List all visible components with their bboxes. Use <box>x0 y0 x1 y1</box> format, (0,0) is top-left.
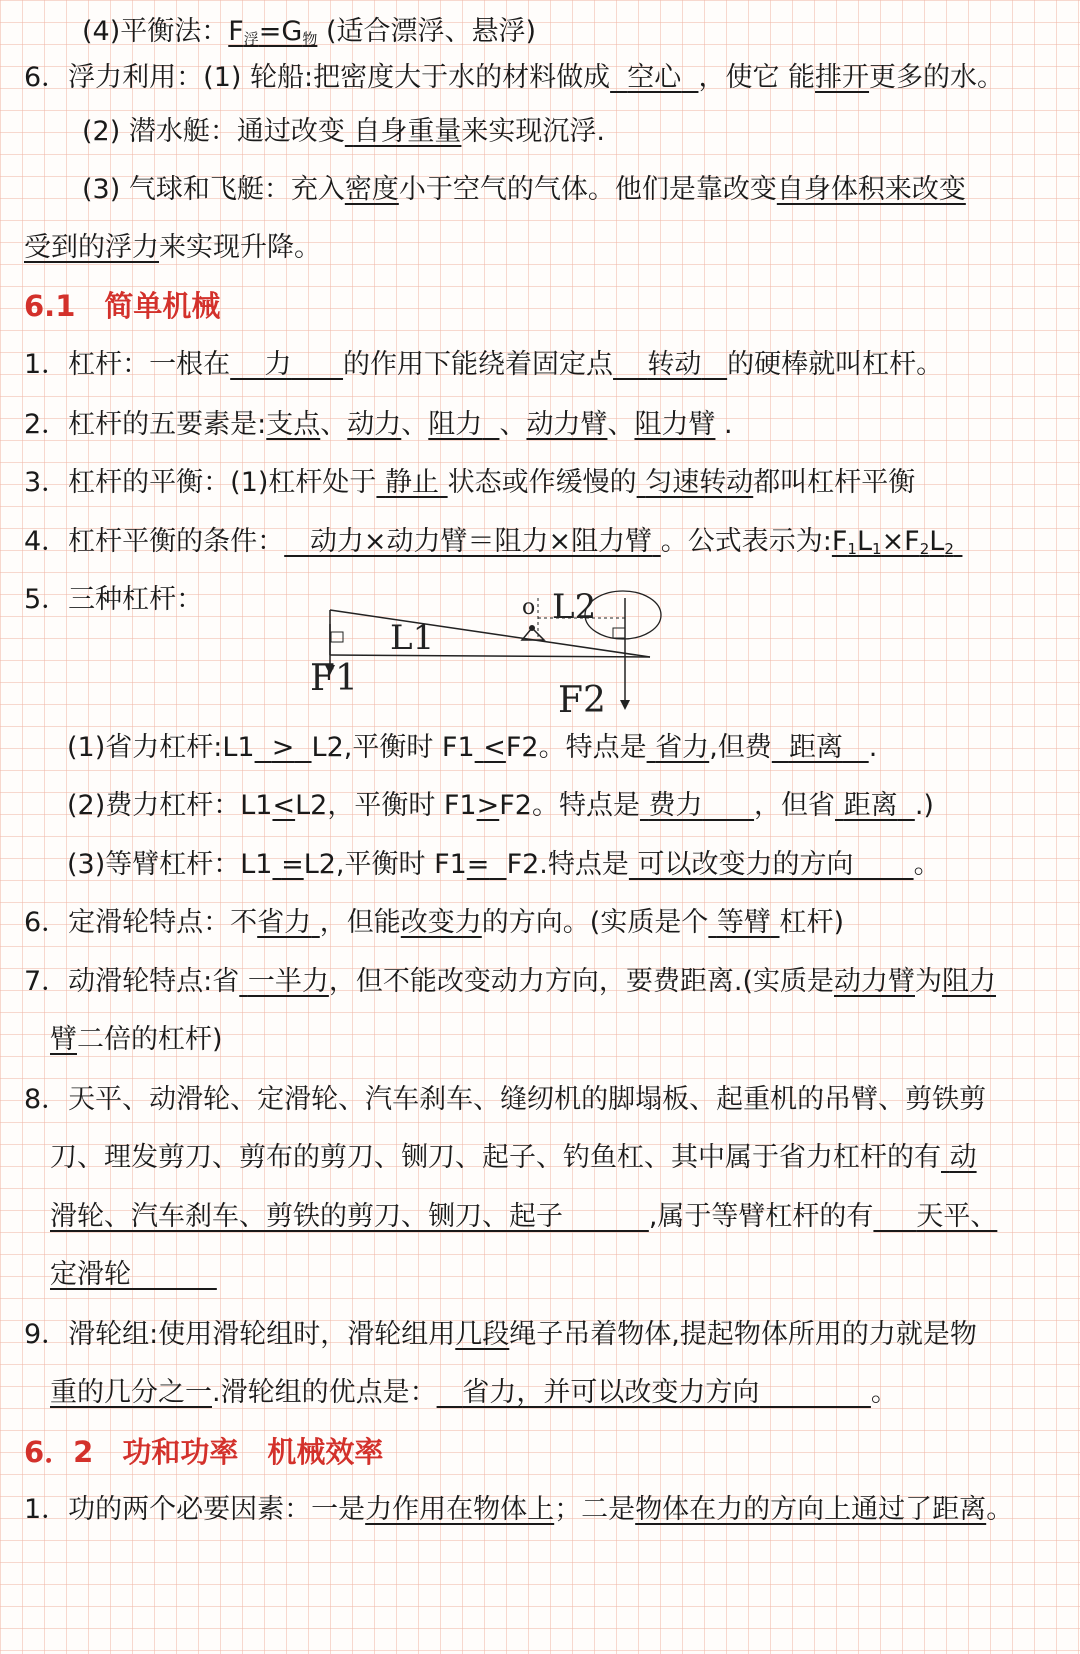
answer-blank: 等臂 <box>716 907 771 938</box>
text: ，但省 <box>754 790 836 821</box>
answer-blank: 重的几分之一 <box>50 1377 212 1408</box>
text-line <box>24 228 1080 268</box>
text: 的方向。(实质是个 <box>481 907 709 938</box>
answer-blank: = <box>466 849 490 880</box>
answer-blank: 臂 <box>50 1024 77 1055</box>
text-line <box>82 112 1080 152</box>
text: L2，平衡时 F1 <box>295 790 477 821</box>
answer-blank: 密度 <box>344 174 399 205</box>
answer-blank: 受到的浮力 <box>24 232 159 263</box>
text: .滑轮组的优点是： <box>212 1377 437 1408</box>
text: 。公式表示为: <box>660 526 832 557</box>
subscript: 浮 <box>243 30 259 48</box>
answer-blank: 天平、 <box>916 1201 998 1232</box>
answer-blank: 排开 <box>815 62 870 93</box>
text: F <box>228 16 244 47</box>
text: 杠杆) <box>779 907 845 938</box>
text: F2。特点是 <box>505 732 647 763</box>
text: 状态或作缓慢的 <box>447 467 637 498</box>
answer-blank: < <box>272 790 296 821</box>
answer-blank: = <box>281 849 304 880</box>
answer-blank: 省力，并可以改变力方向 <box>462 1377 760 1408</box>
text-line <box>24 522 1080 562</box>
f2-arrowhead <box>620 700 630 710</box>
text: 6．浮力利用：(1) 轮船:把密度大于水的材料做成 <box>24 62 611 93</box>
text: 7．动滑轮特点:省 <box>24 966 240 997</box>
answer-blank: 动力臂 <box>834 966 915 997</box>
l1-label: L1 <box>390 618 435 658</box>
text: (适合漂浮、悬浮) <box>317 16 537 47</box>
text: ,属于等臂杠杆的有 <box>648 1201 874 1232</box>
section-heading: 6．2 功和功率 机械效率 <box>24 1435 384 1469</box>
text: L2,平衡时 F1 <box>311 732 475 763</box>
text: ，但不能改变动力方向，要费距离.(实质是 <box>328 966 834 997</box>
text: 绳子吊着物体,提起物体所用的力就是物 <box>509 1319 977 1350</box>
subscript: 物 <box>302 30 318 48</box>
text-line <box>50 1255 1080 1295</box>
text-line <box>24 962 1080 1002</box>
answer-blank: 静止 <box>385 467 440 498</box>
answer-blank: 动力×动力臂＝阻力×阻力臂 <box>309 526 653 557</box>
text: 二倍的杠杆) <box>77 1024 223 1055</box>
text-line <box>82 12 1080 52</box>
text: 来实现沉浮. <box>461 116 606 147</box>
text-line <box>82 170 1080 210</box>
answer-blank: 匀速转动 <box>645 467 754 498</box>
text: 刀、理发剪刀、剪布的剪刀、铡刀、起子、钓鱼杠、其中属于省力杠杆的有 <box>50 1142 941 1173</box>
text-line <box>24 1490 1080 1530</box>
lever-upper-edge <box>330 610 650 657</box>
pivot-point <box>529 625 535 631</box>
text: 9．滑轮组:使用滑轮组时，滑轮组用 <box>24 1319 456 1350</box>
pivot-label: o <box>522 595 536 620</box>
formula-blank: $F_1L_1\times F_2L_2$ <box>831 526 954 558</box>
answer-blank: 定滑轮 <box>50 1259 131 1290</box>
text: 都叫杠杆平衡 <box>753 467 916 498</box>
text: 更多的水。 <box>869 62 1005 93</box>
answer-blank: > <box>476 790 500 821</box>
l2-label: L2 <box>552 587 597 627</box>
answer-blank: > <box>271 732 295 763</box>
answer-blank: 费力 <box>648 790 703 821</box>
answer-blank: 转动 <box>647 349 702 380</box>
text-line: (1)省力杠杆:L1 > L2,平衡时 F1 <F2。特点是 省力,但费 距离 . <box>67 732 878 763</box>
text: =G <box>258 16 303 47</box>
text: 的硬棒就叫杠杆。 <box>727 349 944 380</box>
text: 。 <box>913 849 941 880</box>
text-line <box>24 58 1080 98</box>
answer-blank: 距离 <box>788 732 843 763</box>
text-line: 重的几分之一.滑轮组的优点是： 省力，并可以改变力方向 。 <box>50 1377 898 1408</box>
answer-blank: 一半力 <box>247 966 329 997</box>
lever-diagram <box>300 587 680 721</box>
section-heading: 6.1 简单机械 <box>24 289 221 323</box>
text: 1．功的两个必要因素：一是 <box>24 1494 366 1525</box>
answer-blank: 自身体积来改变 <box>776 174 966 205</box>
text: F2.特点是 <box>506 849 629 880</box>
text-line <box>24 345 1080 385</box>
answer-blank: 空心 <box>627 62 682 93</box>
text-line: 2．杠杆的五要素是:支点、动力、阻力 、动力臂、阻力臂 . <box>24 409 733 440</box>
text: F2。特点是 <box>499 790 640 821</box>
text: 来实现升降。 <box>159 232 321 263</box>
answer-blank: 阻力 <box>428 409 483 440</box>
text: ,但费 <box>709 732 772 763</box>
text-line: 8．天平、动滑轮、定滑轮、汽车刹车、缝纫机的脚塌板、起重机的吊臂、剪铁剪 <box>24 1084 987 1115</box>
text: ，但能 <box>319 907 401 938</box>
text-line <box>24 463 1080 503</box>
text: (2) 潜水艇：通过改变 <box>82 116 345 147</box>
text: L2,平衡时 F1 <box>303 849 467 880</box>
answer-blank: 省力 <box>655 732 710 763</box>
text-line <box>50 1197 1080 1237</box>
answer-blank: 力 <box>264 349 292 380</box>
answer-blank: 动力 <box>347 409 402 440</box>
text: 。 <box>986 1494 1014 1525</box>
answer-blank: 可以改变力的方向 <box>637 849 854 880</box>
answer-blank: 改变力 <box>400 907 482 938</box>
text: 为 <box>915 966 942 997</box>
f2-label: F2 <box>558 680 606 721</box>
text: (1)省力杠杆:L1 <box>67 732 255 763</box>
answer-blank: 物体在力的方向上通过了距离 <box>635 1494 987 1525</box>
right-angle-mark <box>613 628 625 638</box>
formula-blank <box>228 16 317 47</box>
text-line: (2)费力杠杆：L1<L2，平衡时 F1>F2。特点是 费力 ，但省 距离 .) <box>67 790 934 821</box>
text: ；二是 <box>554 1494 636 1525</box>
answer-blank: 力作用在物体上 <box>365 1494 555 1525</box>
right-angle-mark <box>331 632 343 642</box>
answer-blank: 距离 <box>843 790 898 821</box>
answer-blank: 省力 <box>257 907 312 938</box>
text: 1．杠杆：一根在 <box>24 349 231 380</box>
answer-blank: 阻力臂 <box>634 409 716 440</box>
text: 的作用下能绕着固定点 <box>343 349 614 380</box>
text: 3．杠杆的平衡：(1)杠杆处于 <box>24 467 377 498</box>
answer-blank: 几段 <box>455 1319 510 1350</box>
answer-blank: 自身重量 <box>353 116 462 147</box>
text: (3) 气球和飞艇：充入 <box>82 174 345 205</box>
f1-label: F1 <box>310 658 358 699</box>
text-line <box>50 1020 1080 1060</box>
text-line <box>24 903 1080 943</box>
answer-blank: 动 <box>949 1142 977 1173</box>
text: 4．杠杆平衡的条件： <box>24 526 285 557</box>
answer-blank: < <box>483 732 506 763</box>
answer-blank: 支点 <box>266 409 321 440</box>
lever-lower-edge <box>330 655 650 657</box>
text-line <box>67 845 1080 885</box>
text-line <box>24 1315 1080 1355</box>
text-line <box>50 1138 1080 1178</box>
answer-blank: 阻力 <box>942 966 996 997</box>
text: 小于空气的气体。他们是靠改变 <box>398 174 777 205</box>
text: 6．定滑轮特点：不 <box>24 907 258 938</box>
text: (3)等臂杠杆：L1 <box>67 849 273 880</box>
text: (2)费力杠杆：L1 <box>67 790 273 821</box>
answer-blank: 滑轮、汽车刹车、剪铁的剪刀、铡刀、起子 <box>50 1201 563 1232</box>
answer-blank: 动力臂 <box>526 409 608 440</box>
text: (4)平衡法： <box>82 16 229 47</box>
text: ，使它 能 <box>698 62 816 93</box>
text-line: 5．三种杠杆： <box>24 584 204 615</box>
text: 2．杠杆的五要素是: <box>24 409 267 440</box>
